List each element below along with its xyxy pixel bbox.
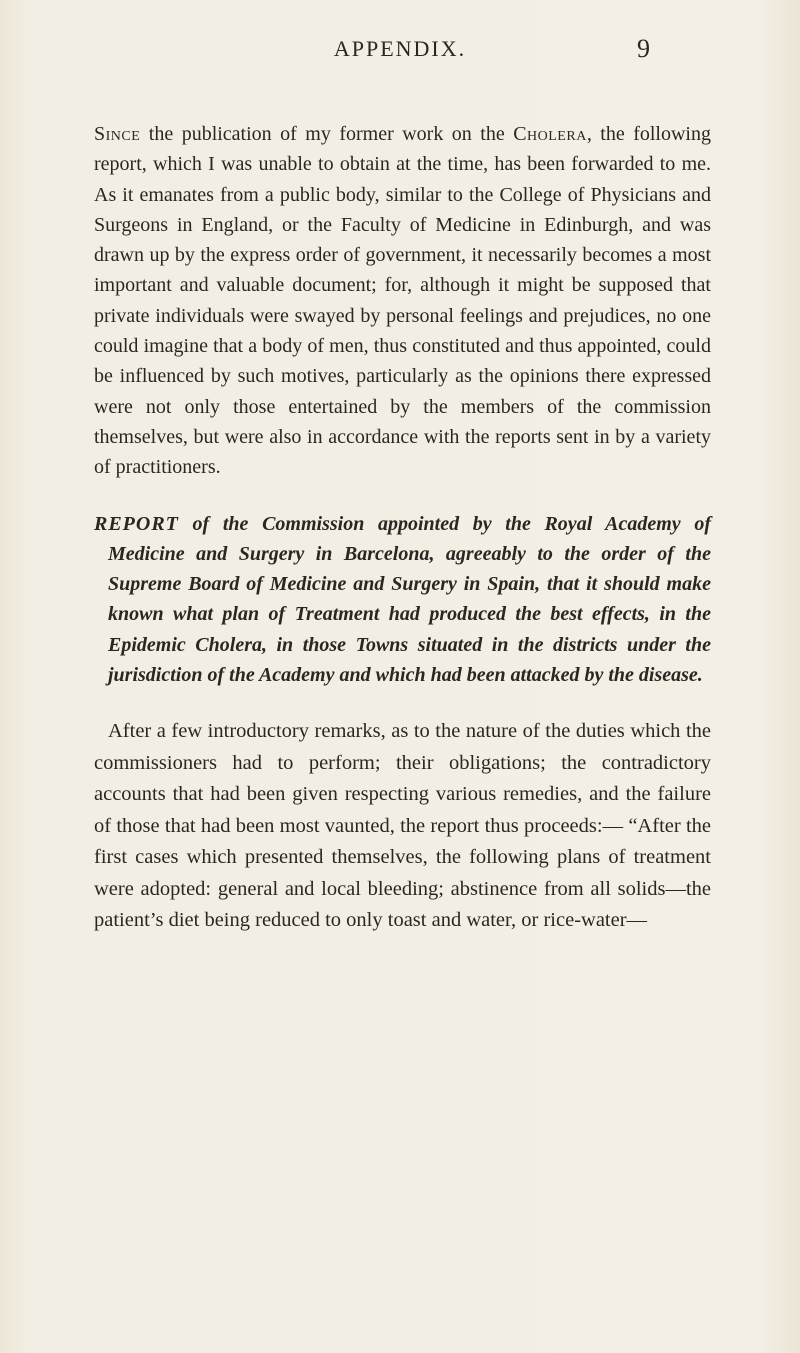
intro-paragraph bbox=[94, 119, 711, 483]
intro-text-a: the publication of my former work on the bbox=[140, 123, 514, 145]
report-paragraph: After a few introductory remarks, as to the nature of the duties which the commissioners had to perform; their obligations; the contradictory accounts that had been given respecting various remedies, and the failure of those that had been most vaunted, the report thus proceeds:— “After the first cases which presented themselves, the following plans of treatment were adopted: general and local bleeding; abstinence from all solids—the patient’s diet being reduced to only toast and water, or rice-water— bbox=[94, 720, 711, 932]
intro-first-word: Since bbox=[94, 123, 141, 145]
running-head: APPENDIX. bbox=[333, 36, 467, 61]
page-header bbox=[0, 36, 800, 76]
cholera-word: Cholera bbox=[513, 123, 587, 145]
intro-text-b: , the following report, which I was unable to obtain at the time, has been forwarded to me. As it emanates from a public body, similar to the College of Physicians and Surgeons in England, or the Faculty of Medicine in Edinburgh, and was drawn up by the express order of government, it necessarily becomes a most important and valuable document; for, although it might be supposed that private individuals were swayed by personal feelings and prejudices, no one could imagine that a body of men, thus constituted and thus appointed, could be influenced by such motives, particularly as the opinions there expressed were not only those entertained by the members of the commission themselves, but were also in accordance with the reports sent in by a variety of practitioners. bbox=[94, 123, 711, 479]
report-title-lead: REPORT bbox=[94, 512, 179, 535]
page-number: 9 bbox=[637, 34, 650, 63]
page-body bbox=[94, 119, 711, 937]
report-title-text: of the Commission appointed by the Royal Academy of Medicine and Surgery in Barcelona, agreeably to the order of the Supreme Board of Medicine and Surgery in Spain, that it should make known what plan of Treatment had produced the best effects, in the Epidemic Cholera, in those Towns situated in the districts under the jurisdiction of the Academy and which had been attacked by the disease. bbox=[108, 512, 711, 687]
report-title bbox=[94, 509, 711, 691]
